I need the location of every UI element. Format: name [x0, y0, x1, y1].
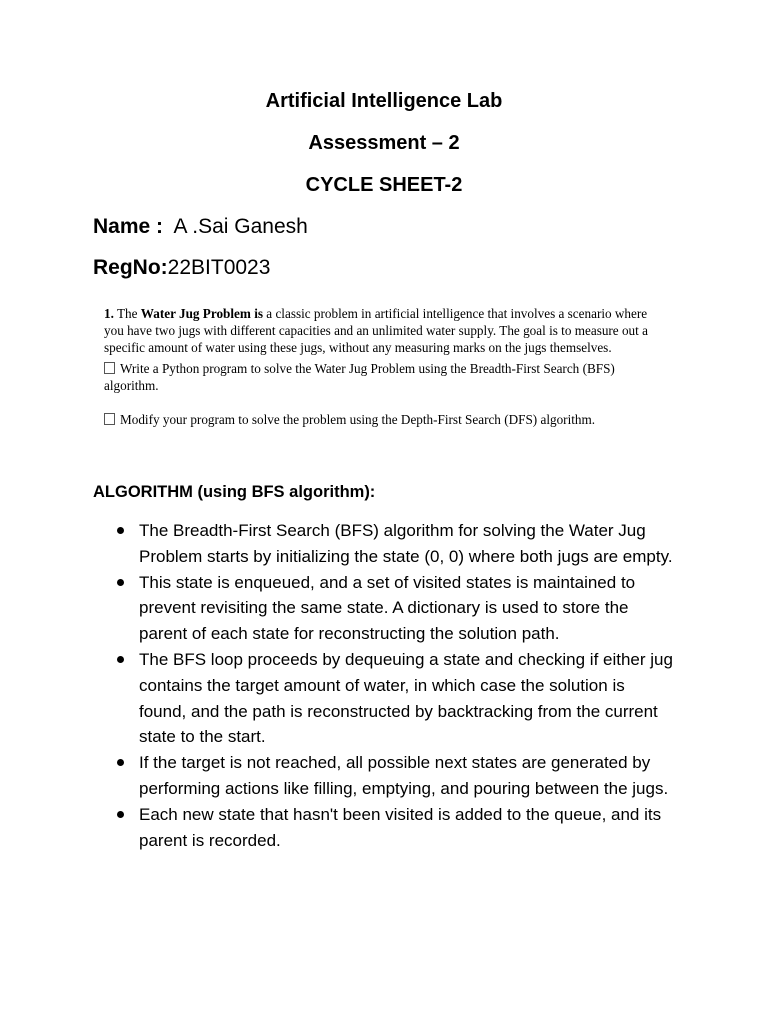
checkbox-glyph-icon	[104, 362, 115, 374]
question-body: a classic problem in artificial intelligence that involves a scenario where you have two jugs with different capacities and an unlimited water supply. The goal is to measure out a specific amount of water using these jugs, without any measuring marks on the jugs themselves.	[104, 306, 648, 355]
algorithm-list	[93, 518, 673, 853]
algorithm-heading: ALGORITHM (using BFS algorithm):	[93, 483, 376, 501]
question-text	[104, 305, 664, 356]
list-item	[93, 647, 673, 750]
name-label: Name :	[93, 215, 164, 238]
list-item-text: The BFS loop proceeds by dequeuing a state and checking if either jug contains the target amount of water, in which case the solution is found, and the path is reconstructed by backtracking from the current state to the start.	[139, 649, 673, 747]
question-pre: The	[116, 306, 138, 321]
bullet-icon	[117, 656, 124, 663]
list-item-text: The Breadth-First Search (BFS) algorithm for solving the Water Jug Problem starts by initializing the state (0, 0) where both jugs are empty.	[139, 521, 673, 566]
list-item	[93, 802, 673, 854]
cycle-sheet-title: CYCLE SHEET-2	[305, 174, 463, 196]
bullet-icon	[117, 759, 124, 766]
student-name-row	[93, 215, 308, 239]
page-title: Artificial Intelligence Lab	[265, 90, 503, 112]
list-item	[93, 750, 673, 802]
reg-label: RegNo:	[93, 256, 168, 279]
sub-task	[104, 411, 664, 428]
name-value: A .Sai Ganesh	[173, 215, 308, 238]
list-item	[93, 518, 673, 570]
reg-number-row	[93, 256, 270, 280]
checkbox-glyph-icon	[104, 413, 115, 425]
assessment-title: Assessment – 2	[308, 132, 460, 154]
sub-task	[104, 360, 664, 394]
question-bold-term: Water Jug Problem is	[140, 306, 263, 321]
sub-task-text: Write a Python program to solve the Water Jug Problem using the Breadth-First Search (BFS) algorithm.	[104, 361, 615, 393]
question-number: 1.	[104, 306, 114, 321]
list-item	[93, 570, 673, 647]
question-block	[104, 305, 664, 428]
bullet-icon	[117, 811, 124, 818]
bullet-icon	[117, 527, 124, 534]
list-item-text: Each new state that hasn't been visited is added to the queue, and its parent is recorded.	[139, 804, 662, 850]
list-item-text: If the target is not reached, all possible next states are generated by performing actions like filling, emptying, and pouring between the jugs.	[139, 753, 669, 798]
list-item-text: This state is enqueued, and a set of visited states is maintained to prevent revisiting the same state. A dictionary is used to store the parent of each state for reconstructing the solution path.	[139, 572, 636, 644]
bullet-icon	[117, 579, 124, 586]
sub-task-text: Modify your program to solve the problem using the Depth-First Search (DFS) algorithm.	[120, 412, 596, 427]
reg-value: 22BIT0023	[167, 256, 271, 279]
